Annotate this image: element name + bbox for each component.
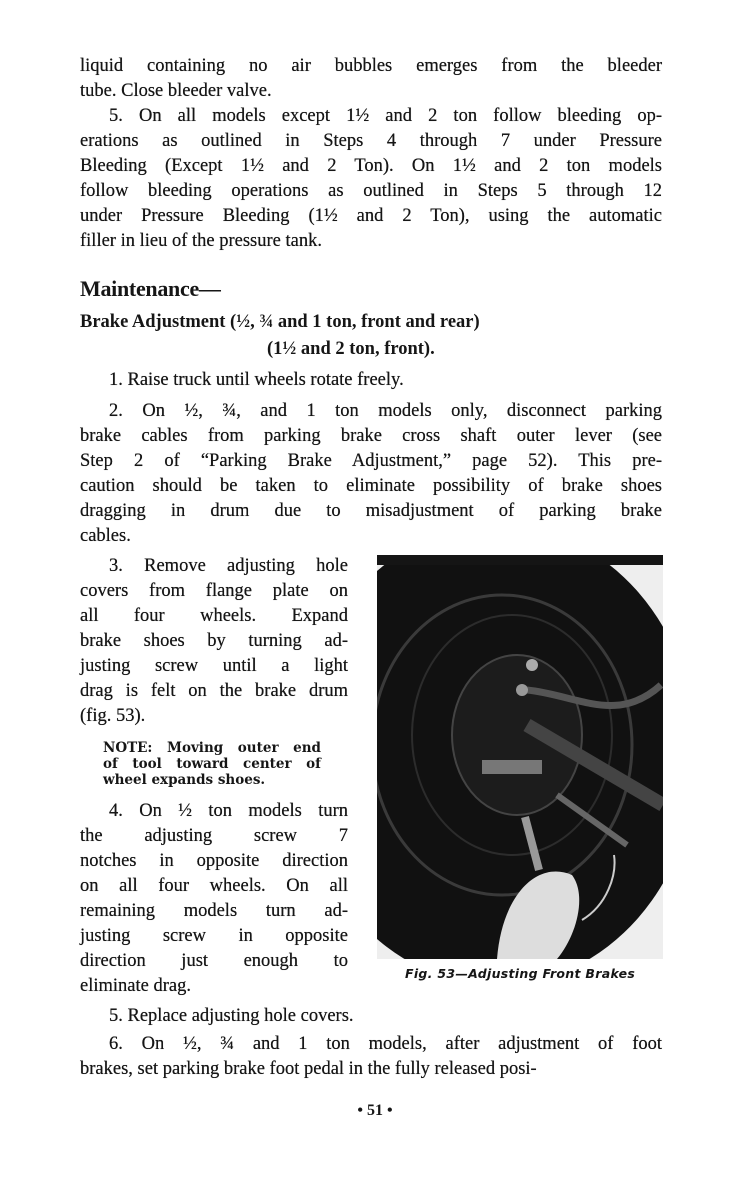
text-line: of tool toward center of	[103, 756, 321, 772]
step-2	[80, 399, 662, 549]
text-line: dragging in drum due to misadjustment of parking brake	[80, 501, 662, 521]
step-6	[80, 1032, 662, 1082]
text-line: brake cables from parking brake cross shaft outer lever (see	[80, 426, 662, 446]
text-line: remaining models turn ad-	[80, 901, 348, 921]
text-line: (fig. 53).	[80, 706, 146, 726]
text-line: brake shoes by turning ad-	[80, 631, 348, 651]
step-4	[80, 799, 348, 999]
step-5	[80, 1004, 662, 1029]
text-line: covers from flange plate on	[80, 581, 348, 601]
text-line: 5. Replace adjusting hole covers.	[109, 1006, 354, 1026]
text-line: all four wheels. Expand	[80, 606, 348, 626]
text-line: follow bleeding operations as outlined in Steps 5 through 12	[80, 181, 662, 201]
text-line: notches in opposite direction	[80, 851, 348, 871]
text-line: the adjusting screw 7	[80, 826, 348, 846]
text-line: caution should be taken to eliminate possibility of brake shoes	[80, 476, 662, 496]
subheading-brake-adjustment-line2: (1½ and 2 ton, front).	[267, 339, 435, 359]
step-3	[80, 554, 348, 729]
text-line: 5. On all models except 1½ and 2 ton follow bleeding op-	[109, 106, 662, 126]
text-line: filler in lieu of the pressure tank.	[80, 231, 322, 251]
paragraph-bleeder-intro	[80, 54, 662, 104]
text-line: drag is felt on the brake drum	[80, 681, 348, 701]
page-number: • 51 •	[357, 1102, 393, 1119]
figure-53-photo	[377, 555, 663, 959]
text-line: NOTE: Moving outer end	[103, 740, 321, 756]
text-line: Step 2 of “Parking Brake Adjustment,” page 52). This pre-	[80, 451, 662, 471]
figure-53-caption: Fig. 53—Adjusting Front Brakes	[405, 966, 636, 981]
text-line: 4. On ½ ton models turn	[109, 801, 348, 821]
text-line: 3. Remove adjusting hole	[109, 556, 348, 576]
text-line: under Pressure Bleeding (1½ and 2 Ton), using the automatic	[80, 206, 662, 226]
text-line: justing screw until a light	[80, 656, 348, 676]
text-line: wheel expands shoes.	[103, 772, 266, 788]
text-line: liquid containing no air bubbles emerges from the bleeder	[80, 56, 662, 76]
text-line: brakes, set parking brake foot pedal in the fully released posi-	[80, 1059, 537, 1079]
text-line: direction just enough to	[80, 951, 348, 971]
text-line: eliminate drag.	[80, 976, 191, 996]
text-line: 6. On ½, ¾ and 1 ton models, after adjustment of foot	[109, 1034, 662, 1054]
subheading-brake-adjustment: Brake Adjustment (½, ¾ and 1 ton, front and rear)	[80, 312, 480, 332]
step-1	[80, 368, 662, 393]
text-line: justing screw in opposite	[80, 926, 348, 946]
paragraph-step-5-bleeding	[80, 104, 662, 254]
text-line: 2. On ½, ¾, and 1 ton models only, disconnect parking	[109, 401, 662, 421]
text-line: cables.	[80, 526, 131, 546]
text-line: 1. Raise truck until wheels rotate freely.	[109, 370, 404, 390]
text-line: Bleeding (Except 1½ and 2 Ton). On 1½ and 2 ton models	[80, 156, 662, 176]
note-tool-direction	[103, 740, 321, 788]
section-heading-maintenance: Maintenance—	[80, 276, 221, 301]
text-line: erations as outlined in Steps 4 through 7 under Pressure	[80, 131, 662, 151]
text-line: tube. Close bleeder valve.	[80, 81, 272, 101]
text-line: on all four wheels. On all	[80, 876, 348, 896]
